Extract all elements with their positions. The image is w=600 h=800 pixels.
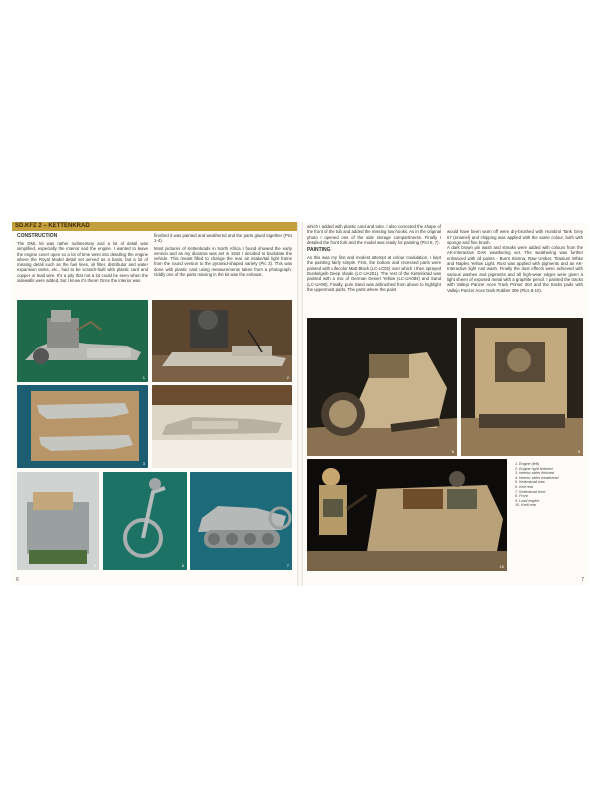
caption-item: 10. Kettl rear bbox=[515, 503, 537, 508]
photo-5-rear bbox=[17, 472, 99, 570]
rear-tub-image bbox=[17, 472, 99, 570]
caption-item: 2. Engine right finished bbox=[515, 466, 553, 471]
construction-text-1: The DML kit was rather rudimentary and a lot of detail was simplified, especially the interior and the engine. I wanted to leave the engine cover open so a lot of time went into detailing the engine where the Royal Model detail set served as a basis, but a lot of missing detail such as the fuel lines, oil filter, distributor and water expansion tanks, etc., had to be scratch-built with plastic card and copper or lead wire. It's a pity that not a lot could be seen when the sidewalls were added, but I know it's there! Once the interior was bbox=[17, 241, 148, 284]
photo-number: 8 bbox=[451, 449, 454, 454]
magazine-spread bbox=[12, 222, 588, 586]
left-column-1 bbox=[17, 233, 148, 285]
photo-number: 1 bbox=[142, 375, 145, 380]
page-number-right: 7 bbox=[581, 577, 584, 583]
kettenkrad-grey-image bbox=[190, 472, 292, 570]
engine-model-image bbox=[17, 300, 148, 382]
sidewalls-image bbox=[17, 385, 148, 468]
caption-item: 4. Interior sides weathered bbox=[515, 475, 559, 480]
caption-item: 3. Interior sides finished bbox=[515, 471, 554, 476]
diorama-front-image bbox=[307, 318, 457, 456]
photo-2-engine-installed bbox=[152, 300, 292, 382]
photo-number: 6 bbox=[181, 563, 184, 568]
construction-heading: CONSTRUCTION bbox=[17, 233, 58, 239]
painting-text-2: would have been worn off were dry-brushed with Humbrol Tank Grey 67 (enamel) and chipping was applied with the same colour, both with sponge and fine brush. A dark brown pin wash and streaks were added with colours from the AK-Interactive DAK weathering set. The weathering was further enhanced with oil paints - Burnt Sienna, Raw Umber, Titanium White and Naples Yellow Light. Rust was applied with pigments and an AK-Interactive light rust wash. Finally the dust effects were achieved with various washes and pigments and all high-wear edges were given a light sheen of exposed metal with a graphite pencil. I painted the tracks with Vallejo Panzer Aces Track Primer 304 and the tracks pads with Vallejo Panzer Aces Dark Rubber 306 (Pics 8-10). bbox=[447, 229, 583, 293]
construction-text-3: Most pictures of Kettenkrads in North Africa I found showed the early version and as my diorama was set in 1942 I decided to backdate the vehicle. This meant filled to change the rear air intake/tail light frame from the round version to the pyramid-shaped variety (Pic 3). This was done with plastic card using measurements taken from a photograph. Oddly one of the parts missing in the kit was the exhaust, bbox=[154, 245, 292, 278]
caption-item: 9. Load engine bbox=[515, 498, 540, 503]
photo-number: 4 bbox=[286, 461, 289, 466]
engine-installed-image bbox=[152, 300, 292, 382]
photo-number: 7 bbox=[286, 563, 289, 568]
photo-number: 10 bbox=[499, 564, 504, 569]
photo-number: 5 bbox=[93, 563, 96, 568]
left-column-2 bbox=[154, 233, 292, 279]
photo-number: 2 bbox=[286, 375, 289, 380]
photo-8-diorama-front bbox=[307, 318, 457, 456]
photo-number: 3 bbox=[142, 461, 145, 466]
section-title-bar: SD.KFZ 2 – KETTENKRAD bbox=[12, 222, 297, 231]
caption-item: 8. Front bbox=[515, 494, 528, 499]
caption-item: 1. Engine (left) bbox=[515, 462, 539, 466]
photo-10-diorama-rear bbox=[307, 459, 507, 571]
side-parts-image bbox=[152, 385, 292, 468]
photo-number: 9 bbox=[577, 449, 580, 454]
caption-item: 7. Kettenkrad front bbox=[515, 489, 546, 494]
construction-text-4: which I added with plastic card and tube. I also corrected the shape of the front of the tub and added the missing tow hooks. As in the original photo I opened one of the side storage compartments. Finally I detailed the front fork and the model was ready for painting (Pict 6, 7). bbox=[307, 224, 441, 245]
photo-7-kettenkrad bbox=[190, 472, 292, 570]
right-column-1 bbox=[307, 224, 441, 294]
front-fork-image bbox=[103, 472, 187, 570]
page-number-left: 6 bbox=[16, 577, 19, 583]
photo-captions bbox=[515, 462, 583, 508]
diorama-rear-image bbox=[307, 459, 507, 571]
photo-3-sidewalls bbox=[17, 385, 148, 468]
photo-6-front-fork bbox=[103, 472, 187, 570]
diorama-engine-image bbox=[461, 318, 583, 456]
painting-heading: PAINTING bbox=[307, 247, 331, 254]
left-page bbox=[12, 222, 297, 586]
construction-text-2: finished it was painted and weathered and the parts glued together (Pict 1-4). bbox=[154, 233, 292, 244]
caption-item: 5. Kettenkrad new bbox=[515, 480, 545, 485]
caption-item: 6. Kett rear bbox=[515, 484, 534, 489]
painting-text-1: As this was my first and modest attempt at colour modulation, I kept the painting fairly simple. First, the bottom and recessed parts were painted with Lifecolor Matt Black (LC-LC02) over which I then sprayed Dunkelgelb Deep shade (LC-UA251). The rest of the Kettenkrad was painted with a mix of German Desert Yellow (LC-UA084) and Sand (LC-UA90). Finally, pure Sand was airbrushed from above to highlight the uppermost parts. The parts where the paint bbox=[307, 255, 441, 292]
right-column-2 bbox=[447, 224, 583, 300]
photo-1-engine bbox=[17, 300, 148, 382]
photo-9-diorama-engine bbox=[461, 318, 583, 456]
photo-4-side-parts bbox=[152, 385, 292, 468]
right-page bbox=[303, 222, 588, 586]
